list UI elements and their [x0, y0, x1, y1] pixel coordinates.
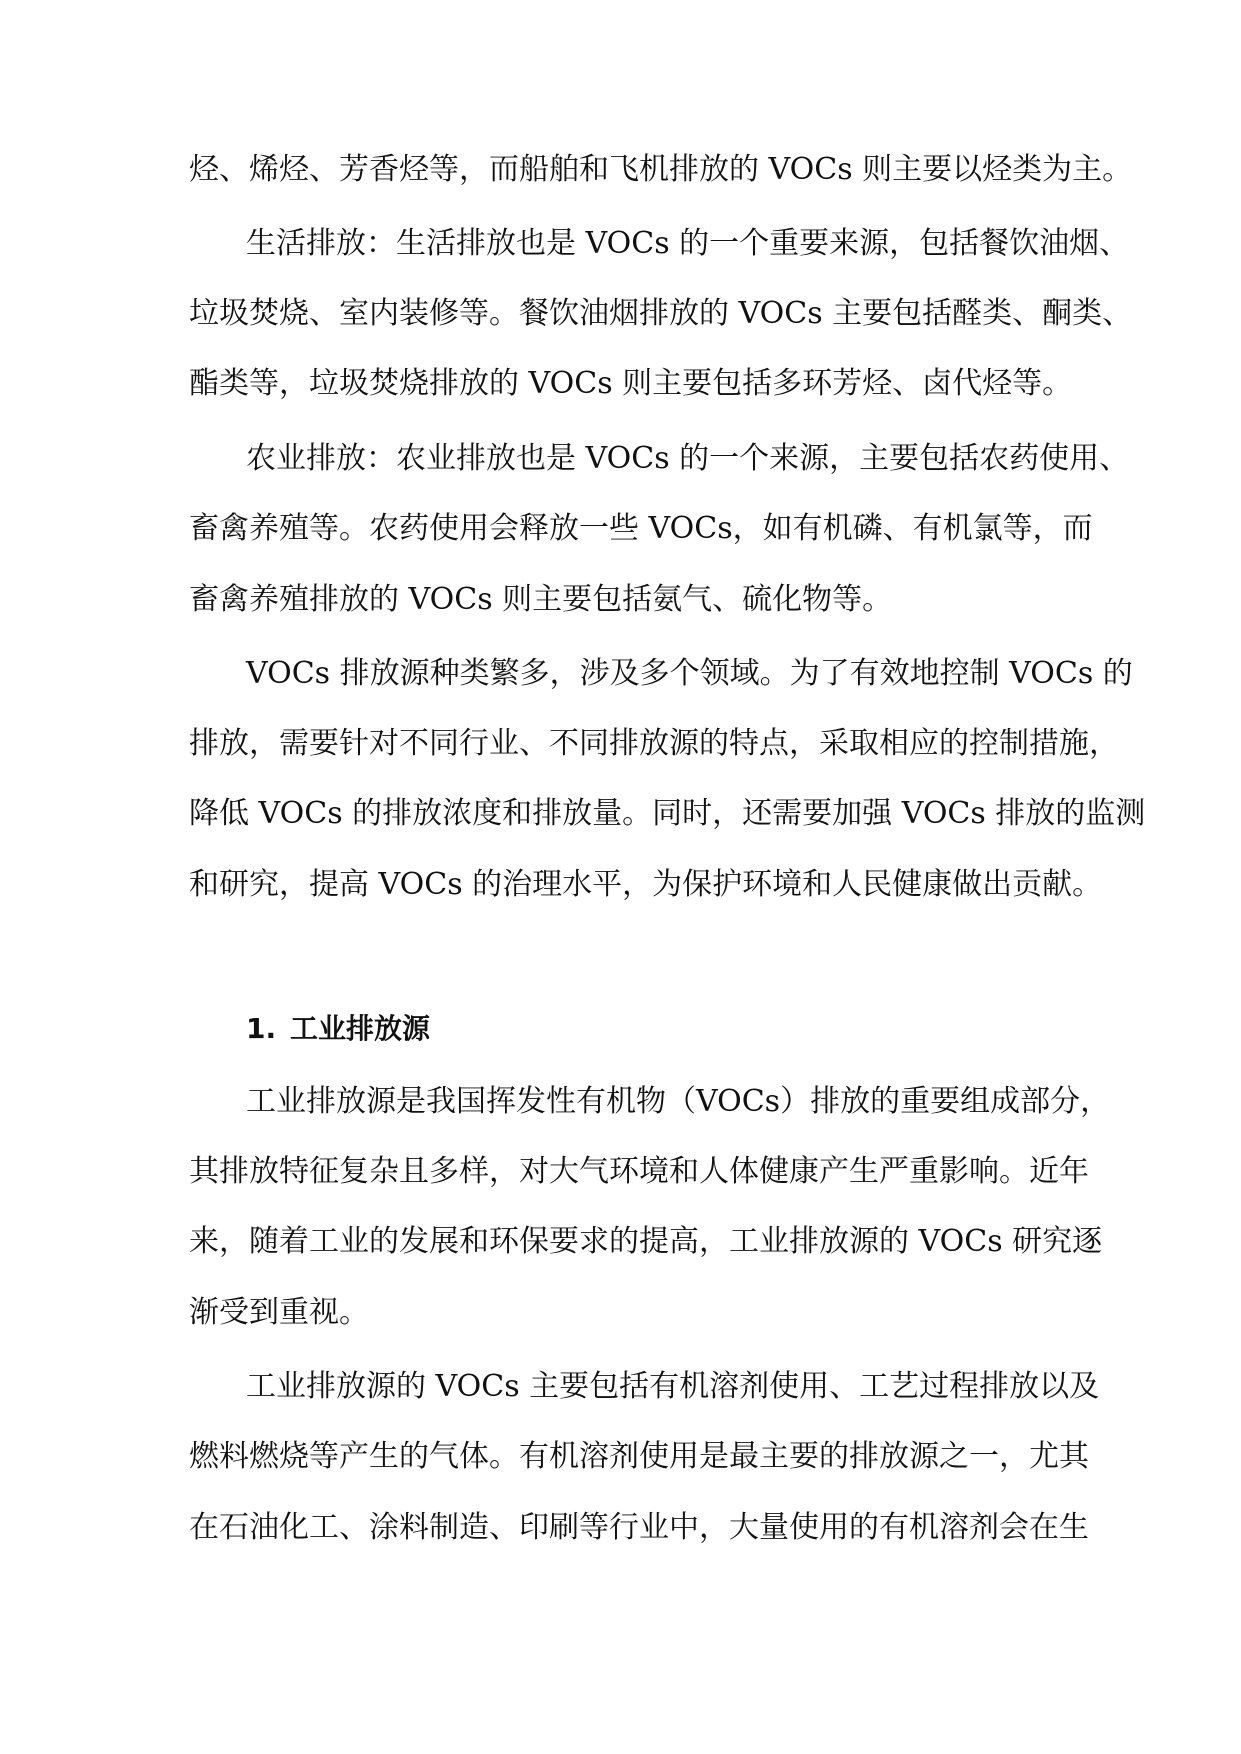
- paragraph-line: 垃圾焚烧、室内装修等。餐饮油烟排放的 VOCs 主要包括醛类、酮类、: [189, 296, 1133, 331]
- paragraph-line: 渐受到重视。: [189, 1295, 369, 1330]
- paragraph-line: 工业排放源的 VOCs 主要包括有机溶剂使用、工艺过程排放以及: [246, 1369, 1100, 1404]
- paragraph-line: 烃、烯烃、芳香烃等，而船舶和飞机排放的 VOCs 则主要以烃类为主。: [189, 152, 1133, 187]
- paragraph-line: 生活排放：生活排放也是 VOCs 的一个重要来源，包括餐饮油烟、: [246, 226, 1130, 261]
- paragraph-line: 酯类等，垃圾焚烧排放的 VOCs 则主要包括多环芳烃、卤代烃等。: [189, 366, 1073, 401]
- paragraph-line: VOCs 排放源种类繁多，涉及多个领域。为了有效地控制 VOCs 的: [246, 656, 1133, 691]
- paragraph-line: 其排放特征复杂且多样，对大气环境和人体健康产生严重影响。近年: [189, 1154, 1089, 1189]
- paragraph-line: 农业排放：农业排放也是 VOCs 的一个来源，主要包括农药使用、: [246, 441, 1130, 476]
- paragraph-line: 燃料燃烧等产生的气体。有机溶剂使用是最主要的排放源之一，尤其: [189, 1439, 1089, 1474]
- paragraph-line: 来，随着工业的发展和环保要求的提高，工业排放源的 VOCs 研究逐: [189, 1224, 1103, 1259]
- paragraph-line: 排放，需要针对不同行业、不同排放源的特点，采取相应的控制措施，: [189, 726, 1119, 761]
- section-title: 工业排放源: [290, 1012, 431, 1045]
- section-number: 1.: [246, 1012, 277, 1045]
- section-heading: [246, 1009, 430, 1049]
- paragraph-line: 在石油化工、涂料制造、印刷等行业中，大量使用的有机溶剂会在生: [189, 1510, 1089, 1545]
- paragraph-line: 工业排放源是我国挥发性有机物（VOCs）排放的重要组成部分，: [246, 1084, 1111, 1119]
- paragraph-line: 降低 VOCs 的排放浓度和排放量。同时，还需要加强 VOCs 排放的监测: [189, 796, 1146, 831]
- paragraph-line: 畜禽养殖等。农药使用会释放一些 VOCs，如有机磷、有机氯等，而: [189, 511, 1093, 546]
- paragraph-line: 畜禽养殖排放的 VOCs 则主要包括氨气、硫化物等。: [189, 582, 893, 617]
- paragraph-line: 和研究，提高 VOCs 的治理水平，为保护环境和人民健康做出贡献。: [189, 867, 1103, 902]
